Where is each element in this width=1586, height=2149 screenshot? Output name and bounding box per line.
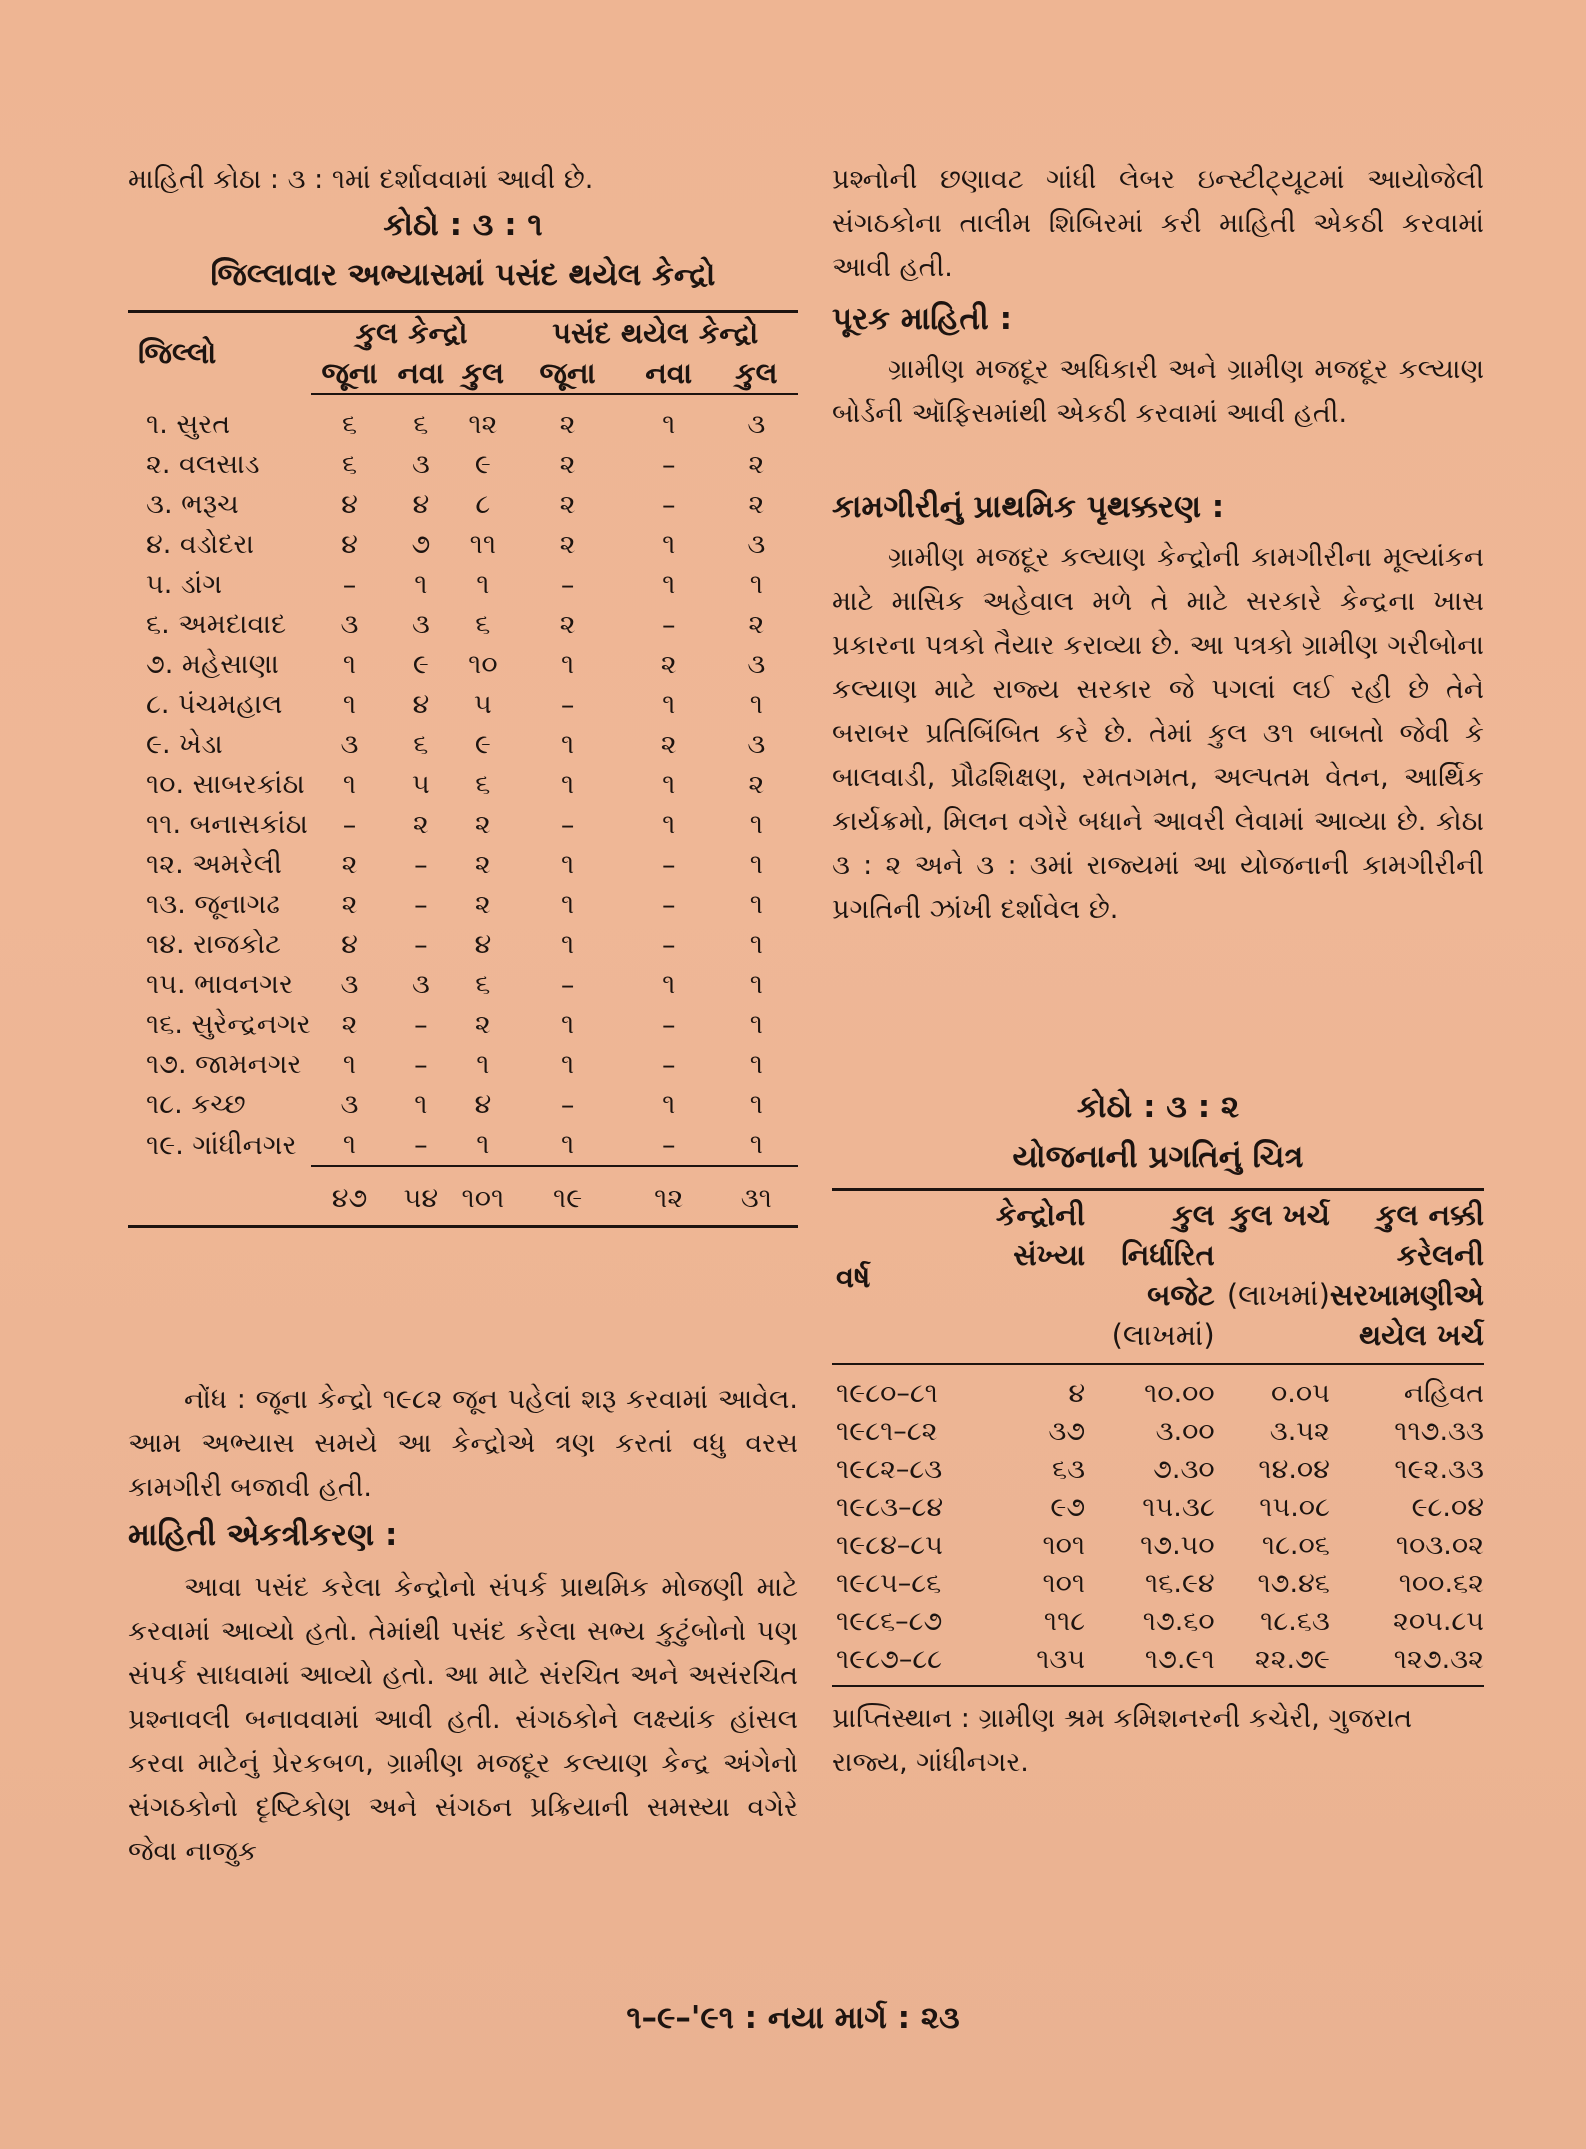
year-cell: ૧૯૮૨–૮૩: [836, 1454, 943, 1485]
header-selected-centres: પસંદ થયેલ કેન્દ્રો: [552, 315, 759, 350]
total-cell: ૧૯: [512, 1166, 622, 1227]
table-cell: ૧: [560, 769, 575, 800]
table-cell: ૧: [662, 1089, 676, 1120]
table-cell: ૧: [662, 689, 676, 720]
table-cell: ૧૮.૦૬: [1261, 1530, 1330, 1561]
table-cell: ૨: [341, 889, 358, 920]
table1-title: જિલ્લાવાર અભ્યાસમાં પસંદ થયેલ કેન્દ્રો: [210, 257, 716, 293]
total-cell: ૪૭: [311, 1166, 389, 1227]
table-cell: ૨: [474, 889, 491, 920]
table-cell: ૨: [660, 649, 677, 680]
table2-label: કોઠો : ૩ : ૨: [1076, 1089, 1240, 1125]
heading-data-collection: માહિતી એકત્રીકરણ :: [128, 1517, 398, 1553]
table-cell: ૧૭.૫૦: [1140, 1530, 1215, 1561]
table-row: [832, 1489, 1484, 1527]
table-cell: ૨: [474, 849, 491, 880]
table-cell: ૨: [341, 1009, 358, 1040]
table-cell: ૬૩: [1052, 1454, 1086, 1485]
district-name: ૧૨. અમરેલી: [146, 849, 282, 880]
table-cell: ૧૦૧: [1042, 1568, 1086, 1599]
table-cell: ૧: [749, 1049, 763, 1080]
district-name: ૧. સુરત: [146, 408, 231, 440]
table-cell: ૧: [560, 929, 575, 960]
table-cell: ૧: [560, 729, 575, 760]
table-cell: ૧: [662, 409, 676, 440]
district-name: ૧૧. બનાસકાંઠા: [146, 809, 308, 840]
table-row: [128, 725, 798, 765]
subheader-cell: નવા: [623, 353, 715, 394]
table-row: [128, 525, 798, 565]
table-cell: ૯: [474, 449, 491, 480]
table-cell: ૧૨૭.૩૨: [1393, 1644, 1484, 1675]
table-row: [832, 1565, 1484, 1603]
table-row: [128, 605, 798, 645]
table-cell: ૩.૦૦: [1155, 1416, 1215, 1447]
table-cell: ૧: [476, 1129, 490, 1160]
continued-text: પ્રશ્નોની છણાવટ ગાંધી લેબર ઇન્સ્ટીટ્યૂટમાં આયોજેલી સંગઠકોના તાલીમ શિબિરમાં કરી માહિતી એકઠી કરવામાં આવી હતી.: [832, 164, 1484, 283]
table-cell: ૩: [747, 649, 766, 680]
table-cell: ૩: [747, 409, 766, 440]
table-cell: ૧૧૮: [1043, 1606, 1086, 1637]
table-row: [128, 1085, 798, 1125]
table-cell: ૧: [749, 849, 763, 880]
district-name: ૩. ભરૂચ: [146, 489, 239, 520]
table-cell: ૨: [748, 449, 765, 480]
header-expense-label: કુલ ખર્ચ: [1230, 1198, 1330, 1232]
table-cell: ૧: [560, 1009, 575, 1040]
table-cell: ૧૦: [468, 649, 498, 680]
table-cell: ૫: [473, 689, 492, 720]
table-cell: ૪: [341, 489, 358, 520]
table-cell: –: [661, 1009, 676, 1041]
table1-label: કોઠો : ૩ : ૧: [383, 207, 543, 243]
header-total-centres: કુલ કેન્દ્રો: [355, 315, 468, 350]
table-cell: ૨૦૫.૮૫: [1392, 1606, 1484, 1637]
district-rows: [128, 394, 798, 1227]
year-cell: ૧૯૮૪–૮૫: [836, 1530, 943, 1561]
table-cell: ૧૯૨.૩૩: [1394, 1454, 1484, 1485]
table-cell: ૬: [475, 609, 491, 640]
total-cell: ૩૧: [715, 1166, 798, 1227]
table-cell: ૧: [662, 529, 676, 560]
table-cell: –: [661, 1129, 676, 1161]
table-cell: ૧૦.૦૦: [1085, 1364, 1215, 1413]
table-row: [128, 805, 798, 845]
progress-rows: [832, 1364, 1484, 1679]
table-cell: –: [560, 569, 575, 601]
table-cell: ૧: [749, 889, 763, 920]
district-name: ૬. અમદાવાદ: [146, 609, 287, 640]
year-cell: ૧૯૮૫–૮૬: [836, 1568, 942, 1599]
district-name: ૧૮. કચ્છ: [146, 1089, 246, 1120]
district-name: ૨. વલસાડ: [146, 449, 260, 480]
table-cell: ૩: [411, 969, 430, 1000]
table-cell: ૪: [974, 1364, 1085, 1413]
table-cell: ૧: [560, 649, 575, 680]
collection-text: આવા પસંદ કરેલા કેન્દ્રોનો સંપર્ક પ્રાથમિક મોજણી માટે કરવામાં આવ્યો હતો. તેમાંથી પસંદ કરેલા સભ્ય કુટુંબોનો પણ સંપર્ક સાધવામાં આવ્યો હતો. આ માટે સંરચિત અને અસંરચિત પ્રશ્નાવલી બનાવવામાં આવી હતી. સંગઠકોને લક્ષ્યાંક હાંસલ કરવા માટેનું પ્રેરકબળ, ગ્રામીણ મજદૂર કલ્યાણ કેન્દ્ર અંગેનો સંગઠકોનો દૃષ્ટિકોણ અને સંગઠન પ્રક્રિયાની સમસ્યા વગેરે જેવા નાજુક: [128, 1572, 798, 1867]
year-cell: ૧૯૮૩–૮૪: [836, 1492, 944, 1523]
table-cell: ૪: [412, 489, 430, 520]
table-row: [832, 1527, 1484, 1565]
table-cell: ૧: [749, 1129, 763, 1160]
table-row: [128, 565, 798, 605]
classification-text: ગ્રામીણ મજદૂર કલ્યાણ કેન્દ્રોની કામગીરીના મૂલ્યાંકન માટે માસિક અહેવાલ મળે તે માટે સરકારે કેન્દ્રના ખાસ પ્રકારના પત્રકો તૈયાર કરાવ્યા છે. આ પત્રકો ગ્રામીણ ગરીબોના કલ્યાણ માટે રાજ્ય સરકાર જે પગલાં લઈ રહી છે તેને બરાબર પ્રતિબિંબિત કરે છે. તેમાં કુલ ૩૧ બાબતો જેવી કે બાલવાડી, પ્રૌઢશિક્ષણ, રમતગમત, અલ્પતમ વેતન, આર્થિક કાર્યક્રમો, મિલન વગેરે બધાને આવરી લેવામાં આવ્યા છે. કોઠા ૩ : ૨ અને ૩ : ૩માં રાજ્યમાં આ યોજનાની કામગીરીની પ્રગતિની ઝાંખી દર્શાવેલ છે.: [832, 542, 1484, 925]
table-cell: ૮: [475, 489, 491, 520]
table-cell: ૩: [340, 729, 359, 760]
table-cell: ૪: [474, 1089, 492, 1120]
table-cell: ૧: [342, 689, 357, 720]
table-cell: ૧: [749, 1089, 763, 1120]
table-cell: ૬: [413, 729, 429, 760]
district-name: ૯. ખેડા: [146, 729, 223, 760]
district-name: ૧૬. સુરેન્દ્રનગર: [146, 1009, 311, 1040]
header-budget-unit: (લાખમાં): [1111, 1318, 1215, 1352]
district-name: ૭. મહેસાણા: [146, 649, 279, 680]
table-cell: ૨: [474, 809, 491, 840]
table-cell: નહિવત: [1330, 1364, 1484, 1413]
header-centres: કેન્દ્રોની સંખ્યા: [995, 1198, 1086, 1272]
table-cell: ૧: [662, 769, 676, 800]
note-text: નોંધ : જૂના કેન્દ્રો ૧૯૮૨ જૂન પહેલાં શરૂ કરવામાં આવેલ. આમ અભ્યાસ સમયે આ કેન્દ્રોએ ત્રણ કરતાં વધુ વરસ કામગીરી બજાવી હતી.: [128, 1384, 798, 1503]
table-cell: ૩: [340, 1089, 359, 1120]
district-name: ૧૯. ગાંધીનગર: [146, 1129, 297, 1161]
totals-blank: [128, 1166, 311, 1227]
table-cell: ૧૨: [468, 409, 498, 440]
table-row: [832, 1364, 1484, 1413]
total-cell: ૫૪: [388, 1166, 453, 1227]
table-cell: ૬: [475, 769, 491, 800]
table-cell: –: [661, 489, 676, 521]
table-cell: –: [560, 969, 575, 1001]
table-cell: ૧: [560, 1049, 575, 1080]
table-cell: ૨૨.૭૯: [1254, 1644, 1330, 1675]
table-cell: ૯: [412, 649, 429, 680]
source-text: પ્રાપ્તિસ્થાન : ગ્રામીણ શ્રમ કમિશનરની કચેરી, ગુજરાત રાજ્ય, ગાંધીનગર.: [832, 1703, 1413, 1778]
header-year: વર્ષ: [836, 1259, 871, 1294]
district-name: ૫. ડાંગ: [146, 569, 223, 600]
table-cell: –: [560, 1089, 575, 1121]
table-cell: ૩: [411, 609, 430, 640]
table-cell: –: [414, 929, 428, 961]
table-row: [128, 1045, 798, 1085]
table-cell: ૧: [749, 809, 763, 840]
header-comparison: કુલ નક્કી કરેલની સરખામણીએ થયેલ ખર્ચ: [1329, 1198, 1484, 1352]
table-row: [832, 1603, 1484, 1641]
table-cell: ૧૫.૩૮: [1142, 1492, 1215, 1523]
district-name: ૧૭. જામનગર: [146, 1049, 302, 1080]
table-cell: ૨: [412, 809, 429, 840]
table-cell: ૧: [342, 649, 357, 680]
table-cell: ૧૭.૯૧: [1144, 1644, 1215, 1675]
table-cell: ૧: [749, 689, 763, 720]
header-expense: [1215, 1190, 1330, 1365]
table2-title: યોજનાની પ્રગતિનું ચિત્ર: [1012, 1139, 1304, 1175]
table-row: [128, 765, 798, 805]
district-name: ૧૦. સાબરકાંઠા: [146, 769, 305, 800]
table-cell: –: [560, 689, 575, 721]
table-cell: ૧૩૫: [1036, 1644, 1086, 1675]
table-cell: ૨: [559, 489, 576, 520]
table-cell: ૧૫.૦૮: [1259, 1492, 1330, 1523]
table-cell: ૧૧: [469, 529, 497, 560]
table-cell: ૧: [414, 1089, 428, 1120]
table-cell: ૨: [474, 1009, 491, 1040]
heading-classification: કામગીરીનું પ્રાથમિક પૃથક્કરણ :: [832, 489, 1225, 525]
supplementary-text: ગ્રામીણ મજદૂર અધિકારી અને ગ્રામીણ મજદૂર કલ્યાણ બોર્ડની ઑફિસમાંથી એકઠી કરવામાં આવી હતી.: [832, 354, 1484, 429]
table-cell: ૬: [341, 409, 358, 440]
table-cell: –: [414, 889, 428, 921]
table-cell: –: [414, 849, 428, 881]
table-cell: –: [414, 1129, 428, 1161]
table-row: [128, 445, 798, 485]
table-cell: ૧૪.૦૪: [1258, 1454, 1330, 1485]
table-cell: –: [661, 609, 676, 641]
district-name: ૧૪. રાજકોટ: [146, 929, 281, 960]
table-cell: ૧: [342, 769, 357, 800]
table-cell: ૩: [411, 449, 430, 480]
total-cell: ૧૦૧: [453, 1166, 512, 1227]
year-cell: ૧૯૮૧–૮૨: [836, 1416, 938, 1447]
progress-table: [832, 1188, 1484, 1679]
table-cell: ૧૦૩.૦૨: [1395, 1530, 1484, 1561]
year-cell: ૧૯૮૬–૮૭: [836, 1606, 943, 1637]
table-cell: ૨: [748, 489, 765, 520]
table-cell: ૨: [341, 849, 358, 880]
subheader-cell: કુલ: [715, 353, 798, 394]
subheader-cell: જૂના: [311, 353, 389, 394]
table-row: [128, 845, 798, 885]
table-cell: ૧૮.૬૩: [1260, 1606, 1330, 1637]
table-cell: ૯૮.૦૪: [1411, 1492, 1484, 1523]
table-cell: ૩.૫૨: [1269, 1416, 1330, 1447]
table-cell: ૨: [559, 609, 576, 640]
table-cell: ૩: [747, 529, 766, 560]
table-cell: –: [661, 849, 676, 881]
table-row: [832, 1413, 1484, 1451]
table-cell: ૦.૦૫: [1215, 1364, 1330, 1413]
table-cell: –: [661, 449, 676, 481]
table-cell: ૪: [341, 529, 358, 560]
table-cell: –: [661, 1049, 676, 1081]
table-cell: ૩૭: [1048, 1416, 1086, 1447]
table-cell: ૭: [411, 529, 431, 560]
table-row: [128, 925, 798, 965]
table-cell: ૪: [341, 929, 358, 960]
table-cell: ૬: [341, 449, 358, 480]
table-cell: ૧: [749, 1009, 763, 1040]
table-cell: ૧૦૧: [1042, 1530, 1086, 1561]
table-cell: ૧: [662, 809, 676, 840]
table-cell: ૧૧૭.૩૩: [1394, 1416, 1484, 1447]
table-cell: ૩: [340, 969, 359, 1000]
district-name: ૪. વડોદરા: [146, 529, 254, 560]
table-cell: ૫: [411, 769, 430, 800]
table-cell: –: [661, 889, 676, 921]
table-row: [128, 885, 798, 925]
table-cell: ૬: [475, 969, 491, 1000]
table-cell: ૭.૩૦: [1153, 1454, 1215, 1485]
table-cell: ૧૬.૯૪: [1145, 1568, 1215, 1599]
total-cell: ૧૨: [623, 1166, 715, 1227]
totals-row: [128, 1166, 798, 1227]
table-cell: ૬: [413, 409, 429, 440]
table-row: [832, 1451, 1484, 1489]
table-cell: ૩: [340, 609, 359, 640]
subheader-cell: જૂના: [512, 353, 622, 394]
table-cell: ૨: [559, 449, 576, 480]
table-cell: ૧: [749, 929, 763, 960]
table-row: [128, 394, 798, 445]
year-cell: ૧૯૮૦–૮૧: [832, 1364, 974, 1413]
heading-supplementary: પૂરક માહિતી :: [832, 301, 1012, 337]
table-cell: ૪: [412, 689, 430, 720]
table-cell: ૧: [662, 569, 676, 600]
progress-table-wrapper: [832, 1188, 1484, 1785]
table-cell: –: [661, 929, 676, 961]
table-cell: ૧: [560, 889, 575, 920]
table-cell: ૯૭: [1050, 1492, 1086, 1523]
table-cell: ૧૭.૪૬: [1257, 1568, 1330, 1599]
table-row: [128, 1125, 798, 1166]
table-cell: ૨: [660, 729, 677, 760]
table-cell: ૧૭.૬૦: [1142, 1606, 1215, 1637]
intro-text: માહિતી કોઠા : ૩ : ૧માં દર્શાવવામાં આવી છે.: [128, 164, 594, 195]
table-cell: ૧: [560, 1129, 575, 1160]
table-cell: –: [342, 809, 357, 841]
table-row: [128, 1005, 798, 1045]
header-district: જિલ્લો: [138, 336, 217, 370]
table-cell: ૧: [560, 849, 575, 880]
table-cell: –: [342, 569, 357, 601]
table-row: [128, 645, 798, 685]
table-cell: ૨: [748, 609, 765, 640]
year-cell: ૧૯૮૭–૮૮: [836, 1644, 943, 1675]
table-cell: ૩: [747, 729, 766, 760]
table-cell: ૧: [414, 569, 428, 600]
table-row: [128, 965, 798, 1005]
table-cell: ૧૦૦.૬૨: [1398, 1568, 1484, 1599]
header-budget-label: કુલ નિર્ધારિત બજેટ: [1121, 1198, 1215, 1312]
table2-bottom-rule: [832, 1685, 1484, 1687]
district-name: ૮. પંચમહાલ: [146, 689, 283, 720]
table-cell: ૧: [476, 1049, 490, 1080]
table-cell: ૨: [559, 409, 576, 440]
table-cell: –: [560, 809, 575, 841]
table-row: [832, 1641, 1484, 1679]
table-cell: ૨: [559, 529, 576, 560]
table-row: [128, 685, 798, 725]
table-cell: ૪: [474, 929, 492, 960]
header-expense-unit: (લાખમાં): [1226, 1278, 1330, 1312]
table-row: [128, 485, 798, 525]
table-cell: ૧: [342, 1129, 357, 1160]
district-name: ૧૩. જૂનાગઢ: [146, 889, 280, 920]
table-cell: ૯: [474, 729, 491, 760]
table-cell: ૨: [748, 769, 765, 800]
table-cell: –: [414, 1009, 428, 1041]
district-name: ૧૫. ભાવનગર: [146, 969, 293, 1000]
header-budget: [1085, 1190, 1215, 1365]
subheader-cell: કુલ: [453, 353, 512, 394]
table-cell: ૧: [476, 569, 490, 600]
table-cell: ૧: [749, 969, 763, 1000]
page-footer: ૧–૯–'૯૧ : નયા માર્ગ : ૨૩: [626, 2000, 960, 2036]
district-centres-table: [128, 310, 798, 1228]
table-cell: ૧: [342, 1049, 357, 1080]
table-cell: ૧: [662, 969, 676, 1000]
table-cell: –: [414, 1049, 428, 1081]
table-cell: ૧: [749, 569, 763, 600]
subheader-cell: નવા: [388, 353, 453, 394]
